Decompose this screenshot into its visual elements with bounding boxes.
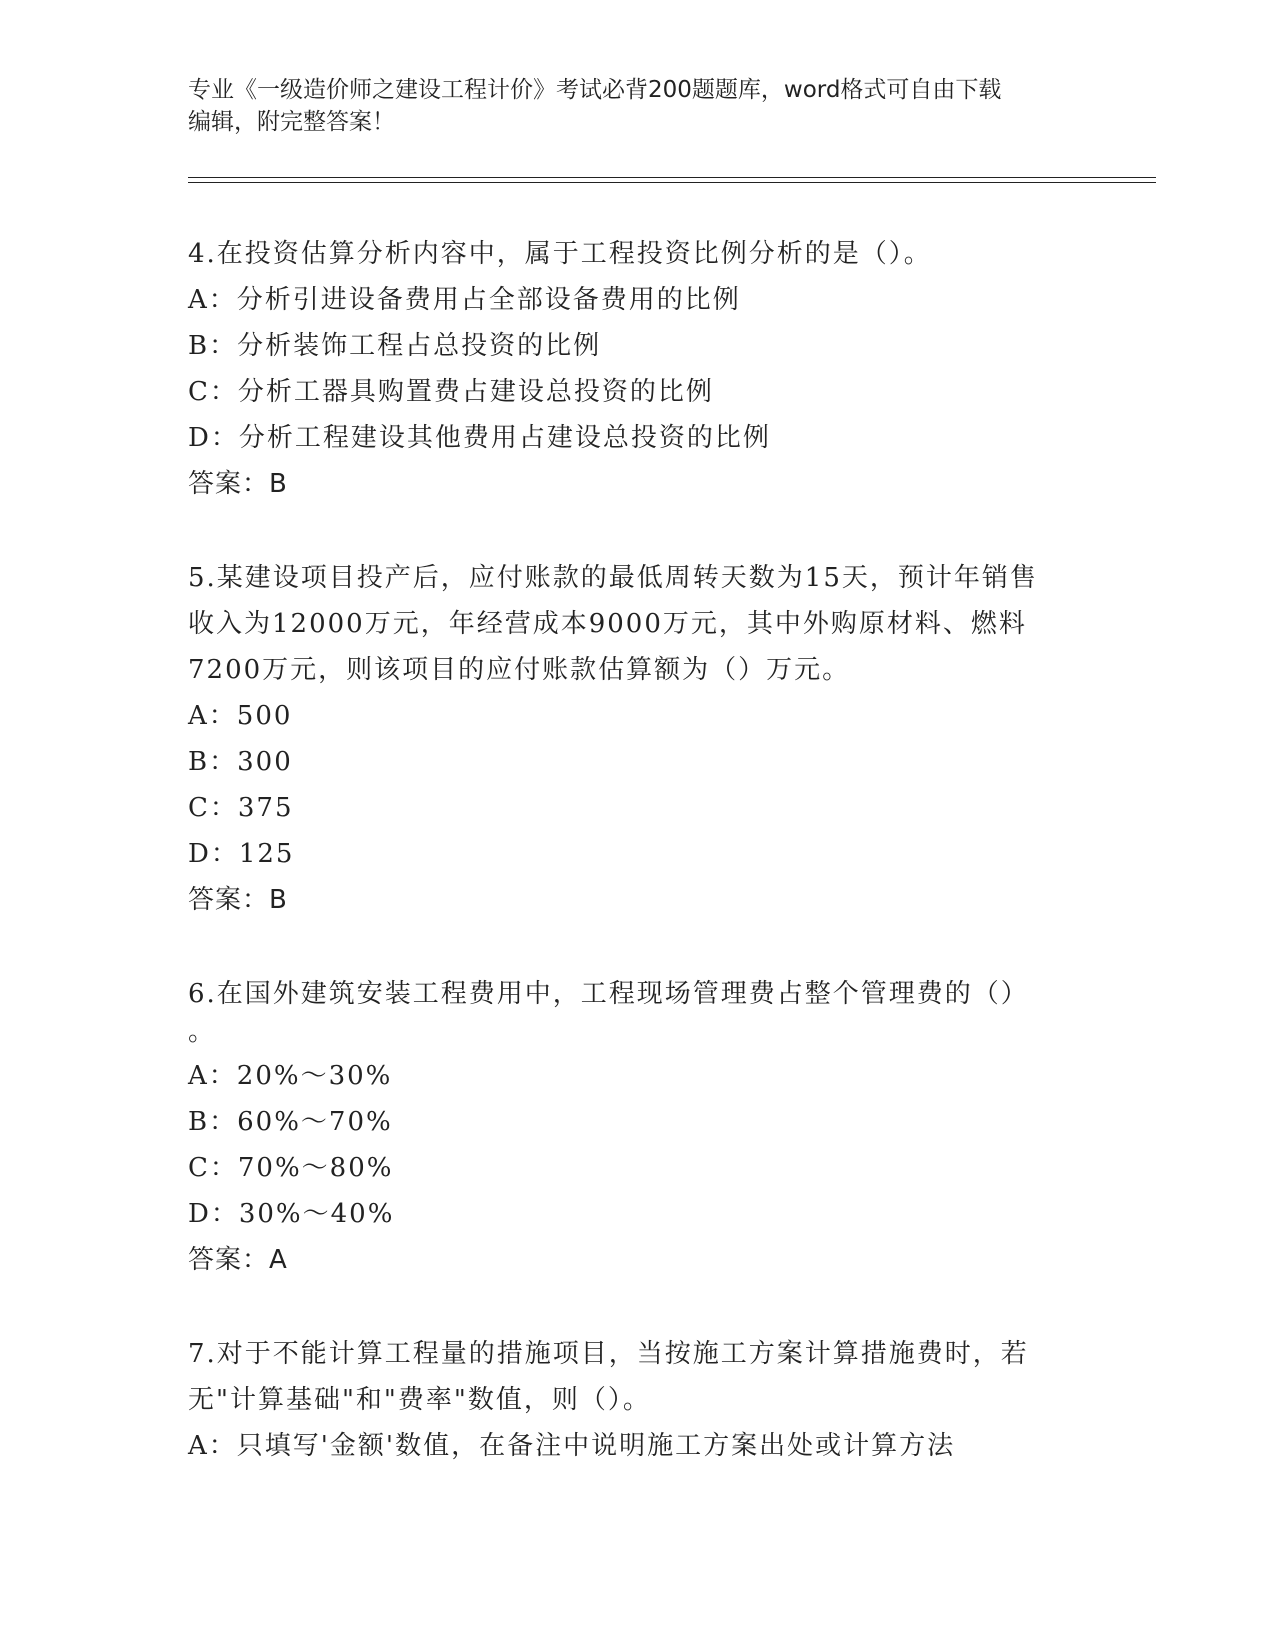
option-b: B：300 [188, 747, 293, 777]
question-stem: 7.对于不能计算工程量的措施项目，当按施工方案计算措施费时，若 [188, 1339, 1029, 1369]
question-item [188, 231, 1088, 507]
option-c: C：375 [188, 793, 294, 823]
question-list [188, 231, 1088, 1469]
option-a: A：只填写'金额'数值，在备注中说明施工方案出处或计算方法 [188, 1431, 956, 1461]
option-a: A：分析引进设备费用占全部设备费用的比例 [188, 285, 741, 315]
question-spacer [188, 507, 1088, 555]
question-spacer [188, 923, 1088, 971]
question-spacer [188, 1283, 1088, 1331]
option-d: D：125 [188, 839, 295, 869]
header-title-line-1: 专业《一级造价师之建设工程计价》考试必背200题题库，word格式可自由下载 [188, 77, 1002, 103]
question-stem: 4.在投资估算分析内容中，属于工程投资比例分析的是（）。 [188, 239, 932, 269]
option-b: B：分析装饰工程占总投资的比例 [188, 331, 602, 361]
option-d: D：分析工程建设其他费用占建设总投资的比例 [188, 423, 771, 453]
answer-label: 答案：A [188, 1245, 288, 1275]
document-header [188, 74, 1088, 138]
question-item [188, 971, 1088, 1283]
question-stem-continued: 收入为12000万元，年经营成本9000万元，其中外购原材料、燃料 [188, 609, 1027, 639]
question-item [188, 1331, 1088, 1469]
question-stem: 5.某建设项目投产后，应付账款的最低周转天数为15天，预计年销售 [188, 563, 1038, 593]
option-d: D：30%～40% [188, 1199, 395, 1229]
header-divider-bottom [188, 182, 1156, 183]
answer-label: 答案：B [188, 469, 288, 499]
question-item [188, 555, 1088, 923]
option-a: A：500 [188, 701, 293, 731]
question-stem: 6.在国外建筑安装工程费用中，工程现场管理费占整个管理费的（） [188, 979, 1029, 1009]
option-a: A：20%～30% [188, 1061, 393, 1091]
question-stem-continued: 无"计算基础"和"费率"数值，则（）。 [188, 1385, 651, 1415]
header-divider-top [188, 177, 1156, 178]
option-c: C：分析工器具购置费占建设总投资的比例 [188, 377, 714, 407]
option-c: C：70%～80% [188, 1153, 394, 1183]
option-b: B：60%～70% [188, 1107, 393, 1137]
header-title-line-2: 编辑，附完整答案！ [188, 109, 395, 135]
answer-label: 答案：B [188, 885, 288, 915]
question-stem-continued: 。 [188, 1017, 217, 1047]
question-stem-continued: 7200万元，则该项目的应付账款估算额为（）万元。 [188, 655, 851, 685]
